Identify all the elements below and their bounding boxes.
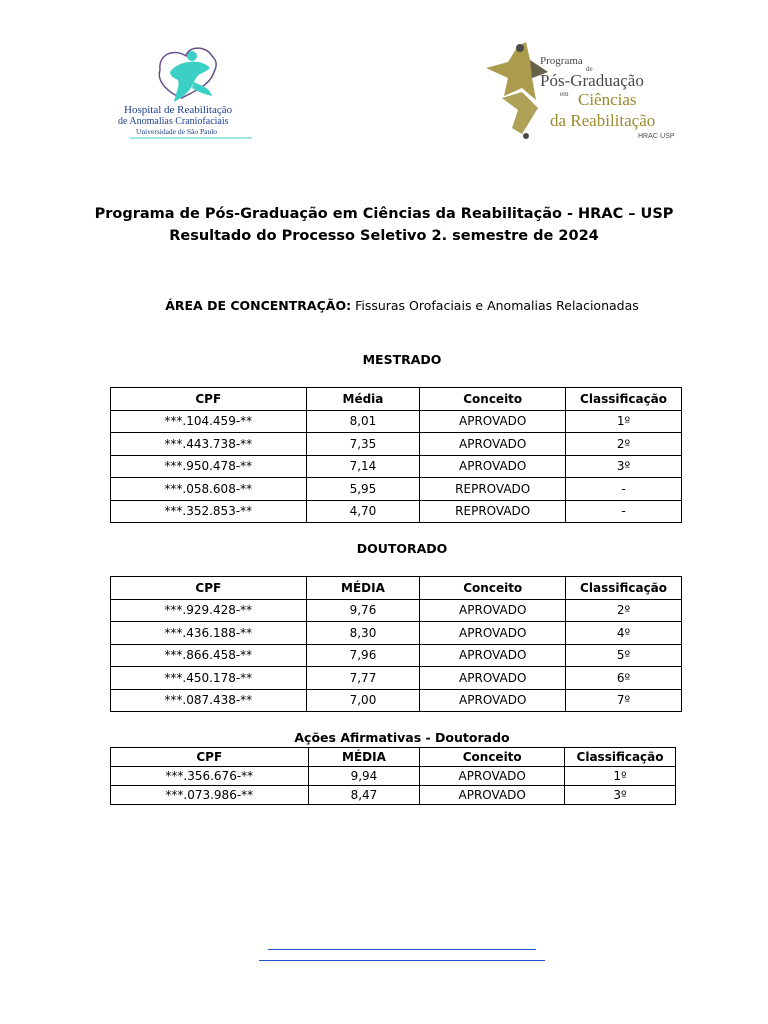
table-row: [111, 478, 682, 501]
column-header: Classificação: [565, 748, 676, 767]
conceito-cell: APROVADO: [420, 410, 566, 433]
cpf-cell: ***.450.178-**: [111, 667, 307, 690]
conceito-cell: APROVADO: [420, 433, 566, 456]
cpf-cell: ***.058.608-**: [111, 478, 307, 501]
conceito-cell: REPROVADO: [420, 500, 566, 523]
cpf-cell: ***.087.438-**: [111, 689, 307, 712]
conceito-cell: APROVADO: [420, 622, 566, 645]
classificacao-cell: 6º: [566, 667, 682, 690]
area-label: ÁREA DE CONCENTRAÇÃO:: [165, 298, 352, 313]
footer-divider: [259, 960, 545, 961]
acoes-afirmativas-title: Ações Afirmativas - Doutorado: [294, 730, 510, 745]
media-cell: 7,35: [306, 433, 420, 456]
classificacao-cell: 4º: [566, 622, 682, 645]
column-header: Conceito: [420, 748, 565, 767]
column-header: Classificação: [566, 388, 682, 411]
svg-text:da Reabilitação: da Reabilitação: [550, 111, 656, 130]
conceito-cell: APROVADO: [420, 455, 566, 478]
table-header-row: [111, 748, 676, 767]
classificacao-cell: 3º: [565, 786, 676, 805]
hospital-emblem-icon: [112, 42, 272, 142]
table-header-row: [111, 388, 682, 411]
mestrado-table: [110, 387, 682, 523]
acoes-afirmativas-table: [110, 747, 676, 805]
table-row: [111, 786, 676, 805]
table-row: [111, 433, 682, 456]
column-header: Conceito: [420, 388, 566, 411]
svg-text:Hospital de Reabilitação: Hospital de Reabilitação: [124, 104, 233, 116]
conceito-cell: APROVADO: [420, 689, 566, 712]
footer-divider: [268, 949, 536, 950]
column-header: Média: [306, 388, 420, 411]
cpf-cell: ***.950.478-**: [111, 455, 307, 478]
svg-text:em: em: [560, 90, 569, 98]
doutorado-title: DOUTORADO: [356, 541, 448, 556]
column-header: Classificação: [566, 577, 682, 600]
media-cell: 4,70: [306, 500, 420, 523]
classificacao-cell: -: [566, 478, 682, 501]
table-row: [111, 767, 676, 786]
media-cell: 7,14: [306, 455, 420, 478]
svg-text:Pós-Graduação: Pós-Graduação: [540, 71, 644, 90]
cpf-cell: ***.352.853-**: [111, 500, 307, 523]
media-cell: 7,77: [306, 667, 420, 690]
cpf-cell: ***.929.428-**: [111, 599, 307, 622]
cpf-cell: ***.356.676-**: [111, 767, 309, 786]
column-header: Conceito: [420, 577, 566, 600]
media-cell: 9,94: [308, 767, 420, 786]
svg-text:Ciências: Ciências: [578, 90, 637, 109]
document-subtitle: Resultado do Processo Seletivo 2. semestre de 2024: [169, 228, 599, 244]
svg-text:Programa: Programa: [540, 55, 583, 67]
media-cell: 9,76: [306, 599, 420, 622]
cpf-cell: ***.073.986-**: [111, 786, 309, 805]
media-cell: 8,30: [306, 622, 420, 645]
classificacao-cell: 3º: [566, 455, 682, 478]
cpf-cell: ***.436.188-**: [111, 622, 307, 645]
concentration-area: [0, 298, 768, 313]
conceito-cell: APROVADO: [420, 667, 566, 690]
table-row: [111, 644, 682, 667]
hospital-logo: [112, 42, 272, 142]
program-logo: [478, 38, 688, 142]
table-row: [111, 689, 682, 712]
media-cell: 8,01: [306, 410, 420, 433]
cpf-cell: ***.104.459-**: [111, 410, 307, 433]
table-row: [111, 410, 682, 433]
svg-text:de Anomalias Craniofaciais: de Anomalias Craniofaciais: [118, 116, 229, 127]
conceito-cell: APROVADO: [420, 599, 566, 622]
svg-text:de: de: [586, 65, 593, 73]
table-row: [111, 622, 682, 645]
column-header: CPF: [111, 748, 309, 767]
conceito-cell: REPROVADO: [420, 478, 566, 501]
table-row: [111, 455, 682, 478]
classificacao-cell: -: [566, 500, 682, 523]
media-cell: 5,95: [306, 478, 420, 501]
doutorado-table: [110, 576, 682, 712]
classificacao-cell: 1º: [566, 410, 682, 433]
table-row: [111, 500, 682, 523]
media-cell: 8,47: [308, 786, 420, 805]
classificacao-cell: 7º: [566, 689, 682, 712]
classificacao-cell: 2º: [566, 599, 682, 622]
conceito-cell: APROVADO: [420, 786, 565, 805]
program-emblem-icon: [478, 38, 688, 142]
area-value: Fissuras Orofaciais e Anomalias Relacionadas: [355, 298, 639, 313]
table-row: [111, 599, 682, 622]
media-cell: 7,00: [306, 689, 420, 712]
svg-text:Universidade de São Paulo: Universidade de São Paulo: [136, 127, 218, 136]
cpf-cell: ***.443.738-**: [111, 433, 307, 456]
svg-text:HRAC·USP: HRAC·USP: [638, 133, 675, 140]
column-header: CPF: [111, 577, 307, 600]
conceito-cell: APROVADO: [420, 644, 566, 667]
document-title-block: [0, 203, 768, 247]
cpf-cell: ***.866.458-**: [111, 644, 307, 667]
table-header-row: [111, 577, 682, 600]
table-row: [111, 667, 682, 690]
conceito-cell: APROVADO: [420, 767, 565, 786]
column-header: CPF: [111, 388, 307, 411]
column-header: MÉDIA: [308, 748, 420, 767]
classificacao-cell: 2º: [566, 433, 682, 456]
document-title: Programa de Pós-Graduação em Ciências da Reabilitação - HRAC – USP: [94, 206, 674, 222]
classificacao-cell: 5º: [566, 644, 682, 667]
media-cell: 7,96: [306, 644, 420, 667]
classificacao-cell: 1º: [565, 767, 676, 786]
column-header: MÉDIA: [306, 577, 420, 600]
mestrado-title: MESTRADO: [362, 352, 442, 367]
